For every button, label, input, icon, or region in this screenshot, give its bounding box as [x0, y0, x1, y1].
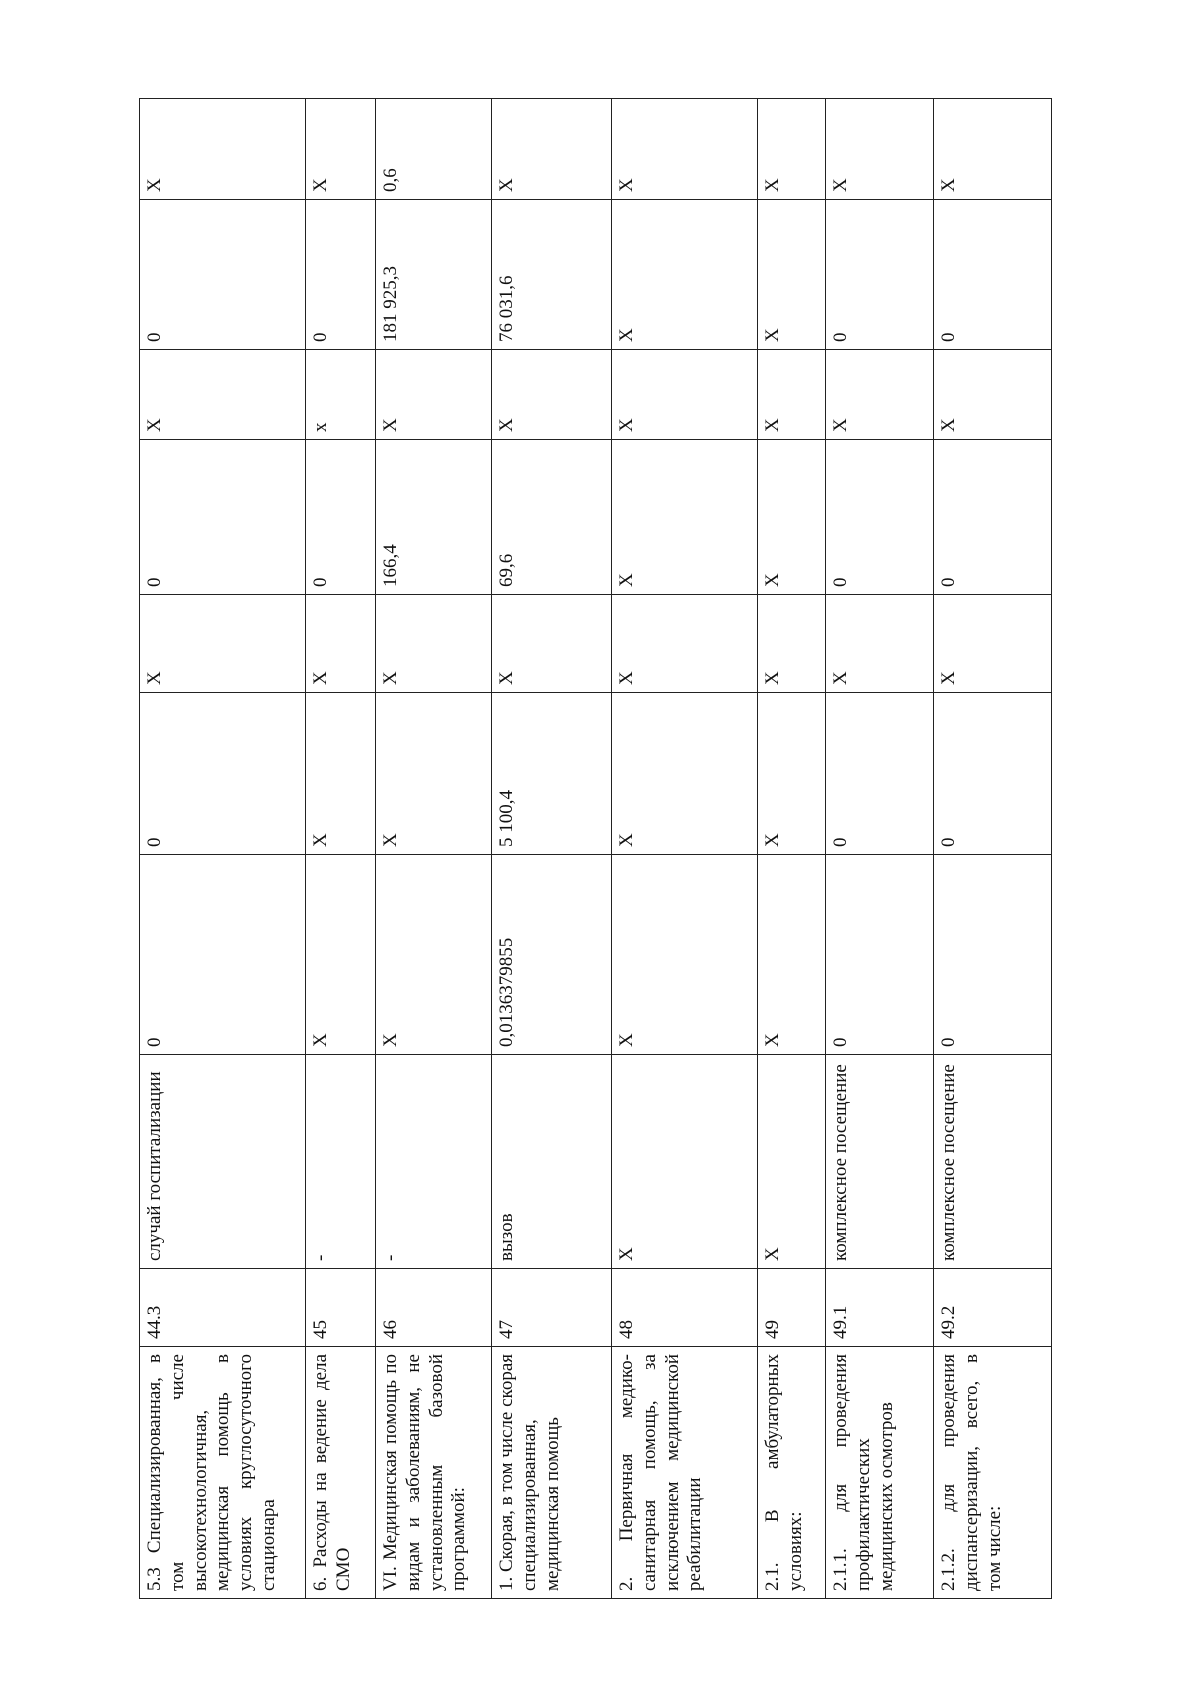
row-value-1: 0,0136379855 — [492, 854, 612, 1054]
row-value-5: x — [306, 349, 376, 439]
row-name: VI. Медицинская помощь по видам и заболеваниям, не установленным базовой программой: — [376, 1346, 492, 1598]
row-value-6: 0 — [826, 199, 934, 349]
row-value-4: 69,6 — [492, 439, 612, 594]
table-row — [612, 98, 758, 1598]
row-name: 2.1.2. для проведения диспансеризации, всего, в том числе: — [934, 1346, 1052, 1598]
table-row — [492, 98, 612, 1598]
row-value-3: X — [612, 594, 758, 692]
row-value-2: X — [306, 692, 376, 854]
row-name: 5.3 Специализированная, в том числе высокотехнологичная, медицинская помощь в условиях круглосуточного стационара — [140, 1346, 306, 1598]
row-line-number: 49 — [758, 1268, 826, 1346]
row-value-2: 0 — [934, 692, 1052, 854]
table-row — [306, 98, 376, 1598]
row-value-6: X — [612, 199, 758, 349]
row-unit: комплексное посещение — [826, 1054, 934, 1268]
row-name: 1. Скорая, в том числе скорая специализированная, медицинская помощь — [492, 1346, 612, 1598]
row-value-3: X — [934, 594, 1052, 692]
row-value-2: X — [758, 692, 826, 854]
row-value-5: X — [758, 349, 826, 439]
row-value-6: 0 — [306, 199, 376, 349]
row-value-4: 0 — [306, 439, 376, 594]
row-value-1: 0 — [140, 854, 306, 1054]
row-value-6: 181 925,3 — [376, 199, 492, 349]
row-value-7: X — [306, 98, 376, 199]
row-line-number: 48 — [612, 1268, 758, 1346]
row-value-1: X — [612, 854, 758, 1054]
row-name: 2. Первичная медико-санитарная помощь, за исключением медицинской реабилитации — [612, 1346, 758, 1598]
row-value-4: 0 — [934, 439, 1052, 594]
row-value-2: X — [612, 692, 758, 854]
row-value-4: X — [612, 439, 758, 594]
row-unit: вызов — [492, 1054, 612, 1268]
row-value-1: 0 — [934, 854, 1052, 1054]
row-name: 6. Расходы на ведение дела СМО — [306, 1346, 376, 1598]
row-value-1: X — [376, 854, 492, 1054]
row-value-7: 0,6 — [376, 98, 492, 199]
row-unit: - — [306, 1054, 376, 1268]
row-value-3: X — [758, 594, 826, 692]
row-name: 2.1.1. для проведения профилактических медицинских осмотров — [826, 1346, 934, 1598]
row-value-3: X — [826, 594, 934, 692]
row-unit: - — [376, 1054, 492, 1268]
row-line-number: 45 — [306, 1268, 376, 1346]
row-value-3: X — [306, 594, 376, 692]
rotated-page — [139, 99, 1061, 1599]
row-value-3: X — [376, 594, 492, 692]
row-value-7: X — [758, 98, 826, 199]
row-value-1: X — [758, 854, 826, 1054]
row-line-number: 47 — [492, 1268, 612, 1346]
row-value-5: X — [492, 349, 612, 439]
row-value-2: 0 — [140, 692, 306, 854]
row-name: 2.1. В амбулаторных условиях: — [758, 1346, 826, 1598]
row-value-7: X — [140, 98, 306, 199]
table-row — [140, 98, 306, 1598]
row-value-2: 5 100,4 — [492, 692, 612, 854]
row-value-5: X — [140, 349, 306, 439]
row-value-5: X — [612, 349, 758, 439]
row-line-number: 49.1 — [826, 1268, 934, 1346]
row-value-5: X — [934, 349, 1052, 439]
row-value-2: X — [376, 692, 492, 854]
row-value-4: X — [758, 439, 826, 594]
row-line-number: 46 — [376, 1268, 492, 1346]
row-value-5: X — [376, 349, 492, 439]
row-unit: X — [612, 1054, 758, 1268]
row-value-4: 0 — [826, 439, 934, 594]
row-value-1: 0 — [826, 854, 934, 1054]
row-value-7: X — [934, 98, 1052, 199]
row-value-4: 166,4 — [376, 439, 492, 594]
row-value-7: X — [826, 98, 934, 199]
table-row — [934, 98, 1052, 1598]
row-value-6: 0 — [934, 199, 1052, 349]
row-value-7: X — [492, 98, 612, 199]
row-value-5: X — [826, 349, 934, 439]
row-unit: случай госпитализации — [140, 1054, 306, 1268]
row-unit: комплексное посещение — [934, 1054, 1052, 1268]
financing-table — [139, 98, 1052, 1599]
row-value-4: 0 — [140, 439, 306, 594]
row-value-2: 0 — [826, 692, 934, 854]
row-value-1: X — [306, 854, 376, 1054]
row-line-number: 49.2 — [934, 1268, 1052, 1346]
row-value-7: X — [612, 98, 758, 199]
table-row — [376, 98, 492, 1598]
row-unit: X — [758, 1054, 826, 1268]
table-row — [826, 98, 934, 1598]
table-row — [758, 98, 826, 1598]
row-value-6: X — [758, 199, 826, 349]
row-value-3: X — [140, 594, 306, 692]
row-value-6: 0 — [140, 199, 306, 349]
row-value-3: X — [492, 594, 612, 692]
row-value-6: 76 031,6 — [492, 199, 612, 349]
row-line-number: 44.3 — [140, 1268, 306, 1346]
